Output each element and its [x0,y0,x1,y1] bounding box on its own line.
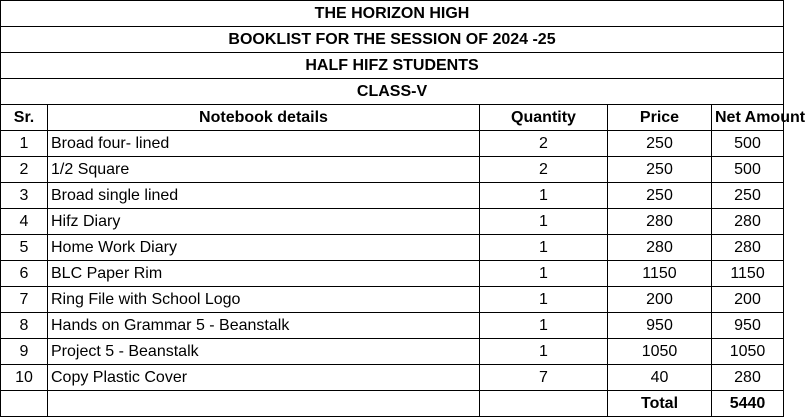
row-item: 1/2 Square [48,157,480,183]
table-row [1,183,784,209]
row-net-amount: 200 [712,287,784,313]
total-value: 5440 [712,391,784,417]
row-item: Broad four- lined [48,131,480,157]
row-sr: 4 [1,209,48,235]
row-quantity: 1 [480,209,608,235]
row-item: Home Work Diary [48,235,480,261]
row-price: 950 [608,313,712,339]
table-row [1,287,784,313]
total-row [1,391,784,417]
row-quantity: 7 [480,365,608,391]
row-sr: 7 [1,287,48,313]
row-price: 250 [608,157,712,183]
table-row [1,209,784,235]
row-sr: 5 [1,235,48,261]
column-header-item: Notebook details [48,105,480,131]
row-net-amount: 500 [712,131,784,157]
total-label: Total [608,391,712,417]
row-sr: 10 [1,365,48,391]
title-row-group [1,53,784,79]
row-net-amount: 250 [712,183,784,209]
total-empty-cell [48,391,480,417]
row-net-amount: 950 [712,313,784,339]
row-price: 280 [608,209,712,235]
row-sr: 6 [1,261,48,287]
booklist-title: BOOKLIST FOR THE SESSION OF 2024 -25 [1,27,784,53]
row-net-amount: 500 [712,157,784,183]
title-row-class [1,79,784,105]
table-row [1,313,784,339]
row-quantity: 1 [480,313,608,339]
total-empty-cell [480,391,608,417]
row-sr: 2 [1,157,48,183]
row-item: Hifz Diary [48,209,480,235]
column-header-quantity: Quantity [480,105,608,131]
row-price: 1050 [608,339,712,365]
row-net-amount: 1050 [712,339,784,365]
row-net-amount: 280 [712,365,784,391]
row-price: 1150 [608,261,712,287]
student-group: HALF HIFZ STUDENTS [1,53,784,79]
row-sr: 1 [1,131,48,157]
row-price: 200 [608,287,712,313]
row-item: Broad single lined [48,183,480,209]
total-empty-cell [1,391,48,417]
title-row-booklist [1,27,784,53]
row-sr: 9 [1,339,48,365]
row-price: 40 [608,365,712,391]
table-row [1,131,784,157]
row-item: BLC Paper Rim [48,261,480,287]
column-header-sr: Sr. [1,105,48,131]
table-row [1,235,784,261]
row-quantity: 1 [480,261,608,287]
title-row-school [1,1,784,27]
table-row [1,157,784,183]
row-price: 250 [608,131,712,157]
table-row [1,261,784,287]
header-row [1,105,784,131]
row-item: Hands on Grammar 5 - Beanstalk [48,313,480,339]
row-net-amount: 280 [712,235,784,261]
table-row [1,365,784,391]
row-quantity: 2 [480,157,608,183]
column-header-price: Price [608,105,712,131]
row-price: 280 [608,235,712,261]
row-quantity: 1 [480,235,608,261]
row-price: 250 [608,183,712,209]
column-header-net-amount: Net Amount [712,105,784,131]
row-net-amount: 280 [712,209,784,235]
row-sr: 8 [1,313,48,339]
school-name: THE HORIZON HIGH [1,1,784,27]
row-sr: 3 [1,183,48,209]
class-title: CLASS-V [1,79,784,105]
row-quantity: 1 [480,183,608,209]
row-quantity: 2 [480,131,608,157]
row-item: Project 5 - Beanstalk [48,339,480,365]
row-quantity: 1 [480,287,608,313]
row-quantity: 1 [480,339,608,365]
row-item: Ring File with School Logo [48,287,480,313]
row-net-amount: 1150 [712,261,784,287]
table-row [1,339,784,365]
row-item: Copy Plastic Cover [48,365,480,391]
